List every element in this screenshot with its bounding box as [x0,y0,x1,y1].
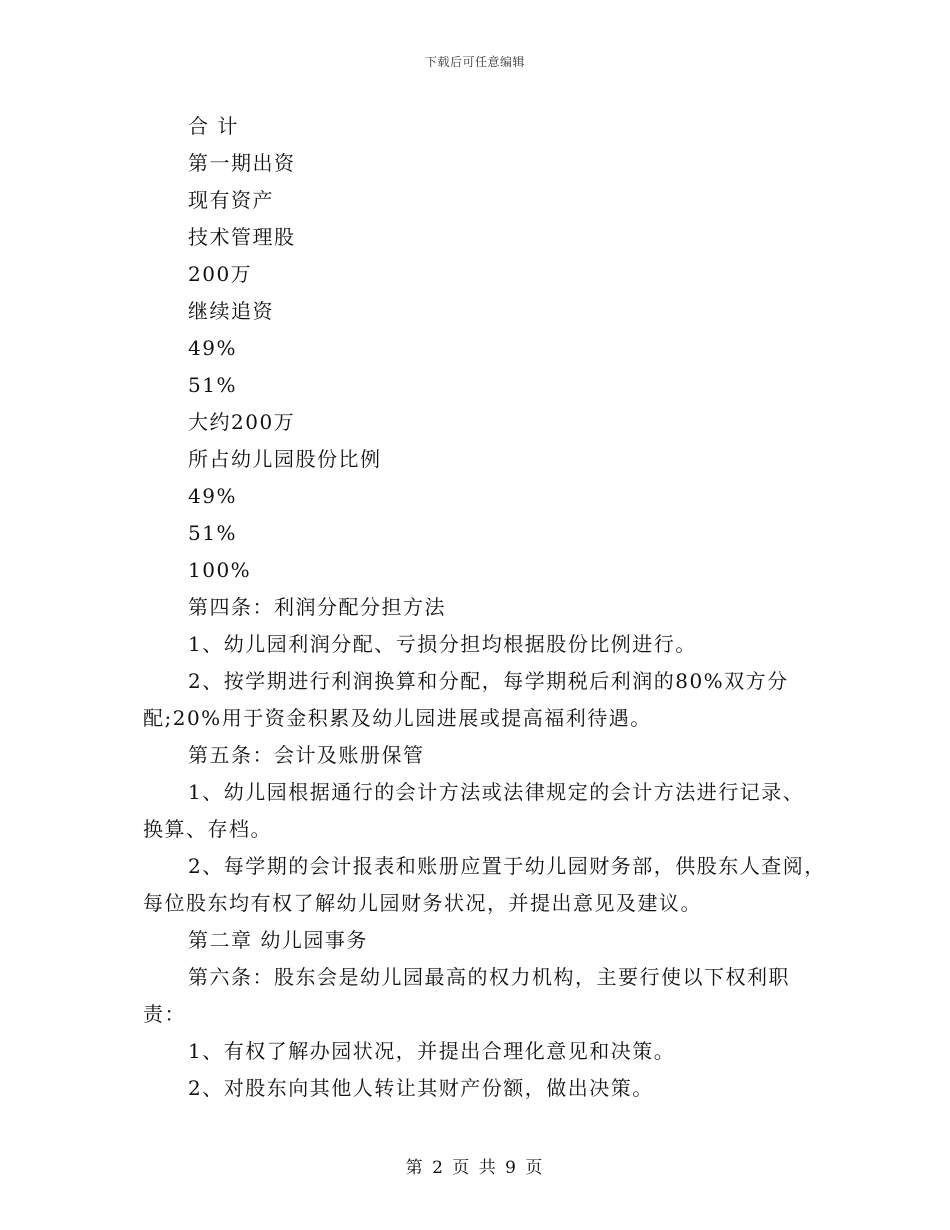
page-footer: 第 2 页 共 9 页 [405,1158,545,1178]
text-line: 每位股东均有权了解幼儿园财务状况，并提出意见及建议。 [143,891,702,915]
text-line: 200万 [188,262,253,286]
text-line: 换算、存档。 [143,817,272,841]
text-line: 技术管理股 [188,225,296,249]
text-line: 51% [188,373,237,397]
text-line: 1、幼儿园利润分配、亏损分担均根据股份比例进行。 [188,632,697,656]
text-line: 51% [188,521,237,545]
text-line: 2、每学期的会计报表和账册应置于幼儿园财务部，供股东人查阅， [188,854,826,878]
document-body [143,108,826,1107]
section-heading: 第五条：会计及账册保管 [188,743,425,767]
section-heading: 第六条：股东会是幼儿园最高的权力机构，主要行使以下权利职 [188,965,790,989]
text-line: 继续追资 [188,299,274,323]
text-line: 配;20%用于资金积累及幼儿园进展或提高福利待遇。 [143,706,652,730]
text-line: 第一期出资 [188,151,296,175]
chapter-heading: 第二章 幼儿园事务 [188,928,368,952]
text-line: 1、有权了解办园状况，并提出合理化意见和决策。 [188,1039,676,1063]
text-line: 责： [143,1002,186,1026]
text-line: 49% [188,336,237,360]
text-line: 所占幼儿园股份比例 [188,447,382,471]
text-line: 100% [188,558,252,582]
text-line: 现有资产 [188,188,274,212]
section-heading: 第四条：利润分配分担方法 [188,595,446,619]
text-line: 大约200万 [188,410,296,434]
page-header: 下载后可任意编辑 [424,55,525,69]
text-line: 49% [188,484,237,508]
text-line: 2、按学期进行利润换算和分配，每学期税后利润的80%双方分 [188,669,789,693]
text-line: 1、幼儿园根据通行的会计方法或法律规定的会计方法进行记录、 [188,780,805,804]
text-line: 合 计 [188,114,239,138]
text-line: 2、对股东向其他人转让其财产份额，做出决策。 [188,1076,654,1100]
